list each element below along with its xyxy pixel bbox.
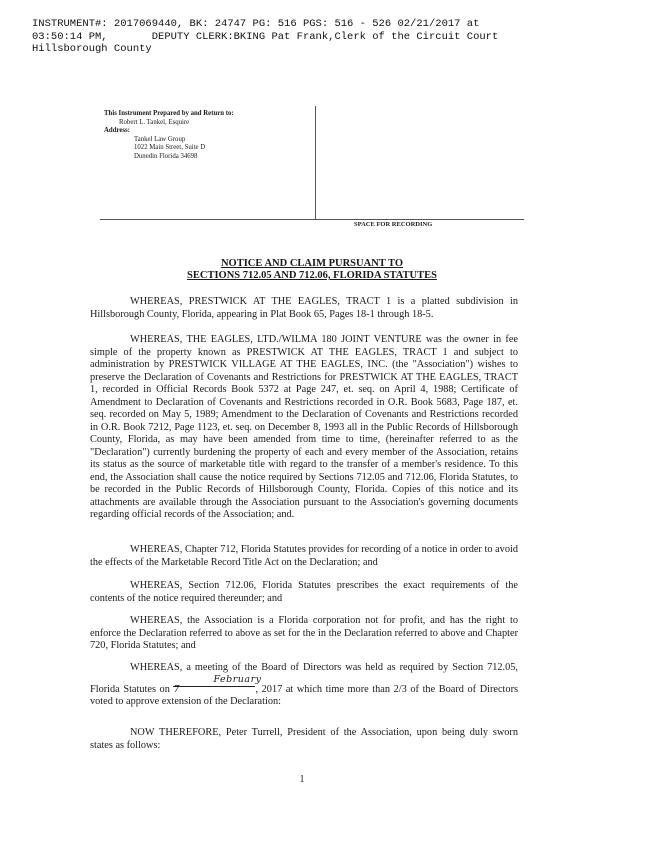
paragraph-2-text: WHEREAS, THE EAGLES, LTD./WILMA 180 JOINT VENTURE was the owner in fee simple of the property known as PRESTWICK AT THE EAGLES, TRACT 1 and subject to administration by PRESTWICK VILLAGE AT THE EAGLES, INC. (the "Association") wishes to preserve the Declaration of Covenants and Restrictions for PRESTWICK AT THE EAGLES, TRACT 1, recorded in Official Records Book 5372 at Page 247, et. seq. on April 4, 1988; Certificate of Amendment to Declaration of Covenants and Restrictions recorded in O.R. Book 5683, Page 187, et. seq. recorded on May 5, 1989; Amendment to the Declaration of Covenants and Restrictions recorded in O.R. Book 7212, Page 1123, et. seq. on December 8, 1993 all in the Public Records of Hillsborough County, Florida, as may have been amended from time to time, (hereinafter referred to as the "Declaration") currently burdening the property of each and every member of the Association, retains its status as the source of marketable title with regard to the transfer of a member's residence. To this end, the Association shall cause the notice required by Sections 712.05 and 712.06, Florida Statutes, to be recorded in the Public Records of Hillsborough County, Florida. Copies of this notice and its attachments are available through the Association pursuant to the Association's governing documents regarding official records of the Association; and. bbox=[90, 334, 518, 520]
paragraph-4 bbox=[90, 580, 518, 605]
recording-space-horizontal-rule bbox=[100, 219, 524, 220]
paragraph-3-text: WHEREAS, Chapter 712, Florida Statutes provides for recording of a notice in order to avoid the effects of the Marketable Record Title Act on the Declaration; and bbox=[90, 544, 518, 568]
title-line-2: SECTIONS 712.05 AND 712.06, FLORIDA STATUTES bbox=[187, 270, 437, 281]
paragraph-4-text: WHEREAS, Section 712.06, Florida Statutes prescribes the exact requirements of the contents of the notice required thereunder; and bbox=[90, 580, 518, 604]
preparer-name: Robert L. Tankel, Esquire bbox=[119, 118, 190, 126]
title-line-1: NOTICE AND CLAIM PURSUANT TO bbox=[220, 258, 404, 269]
paragraph-5 bbox=[90, 615, 518, 653]
paragraph-6-text bbox=[90, 662, 518, 709]
recording-stamp bbox=[32, 18, 632, 56]
recording-stamp-line-1: INSTRUMENT#: 2017069440, BK: 24747 PG: 516 PGS: 516 - 526 02/21/2017 at bbox=[32, 18, 480, 30]
paragraph-7 bbox=[90, 727, 518, 752]
address-label: Address: bbox=[104, 127, 130, 135]
paragraph-6-text-a: WHEREAS, a meeting of the Board of Directors was held as required by Section 712.05, Florida Statutes on bbox=[90, 662, 518, 695]
paragraph-2 bbox=[90, 334, 518, 522]
paragraph-1 bbox=[90, 296, 518, 321]
paragraph-5-text: WHEREAS, the Association is a Florida corporation not for profit, and has the right to enforce the Declaration referred to above as set for the in the Declaration referred to above and Chapter 720, Florida Statutes; and bbox=[90, 615, 518, 651]
paragraph-6 bbox=[90, 662, 518, 709]
page-number: 1 bbox=[299, 774, 305, 785]
prepared-by-block bbox=[104, 110, 304, 162]
paragraph-7-text: NOW THEREFORE, Peter Turrell, President of the Association, upon being duly sworn states as follows: bbox=[90, 727, 518, 751]
paragraph-1-text: WHEREAS, PRESTWICK AT THE EAGLES, TRACT 1 is a platted subdivision in Hillsborough County, Florida, appearing in Plat Book 65, Pages 18-1 through 18-5. bbox=[90, 296, 518, 320]
recording-space-vertical-rule bbox=[315, 106, 316, 220]
handwritten-date-text: February 7 bbox=[173, 673, 262, 695]
street-address: 1022 Main Street, Suite D bbox=[134, 144, 206, 152]
document-title bbox=[100, 258, 524, 282]
space-for-recording-label: SPACE FOR RECORDING bbox=[354, 221, 433, 228]
recording-stamp-line-2: 03:50:14 PM, DEPUTY CLERK:BKING Pat Frank,Clerk of the Circuit Court bbox=[32, 30, 499, 43]
city-state-zip: Dunedin Florida 34698 bbox=[134, 152, 198, 160]
paragraph-6-text-b: , 2017 at which time more than 2/3 of the Board of Directors voted to approve extension of the Declaration: bbox=[90, 683, 519, 707]
paragraph-3 bbox=[90, 544, 518, 569]
handwritten-meeting-date bbox=[173, 673, 262, 695]
prepared-by-heading: This Instrument Prepared by and Return to: bbox=[104, 110, 234, 117]
firm-name: Tankel Law Group bbox=[134, 135, 186, 143]
recording-stamp-line-3: Hillsborough County bbox=[32, 43, 152, 55]
